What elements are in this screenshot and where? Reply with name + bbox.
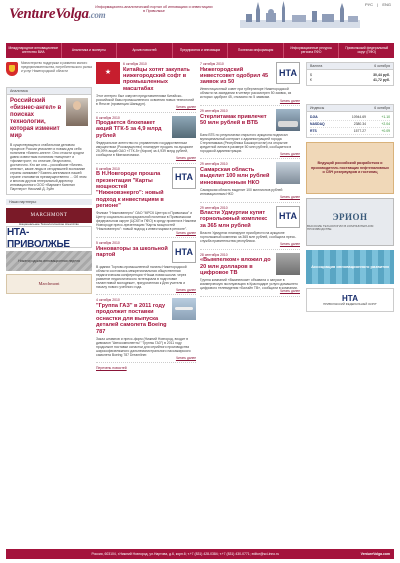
news-item bbox=[200, 162, 300, 202]
index-row bbox=[310, 121, 390, 128]
main-nav bbox=[6, 43, 394, 58]
nta-logo-thumb: НТА bbox=[276, 206, 300, 228]
news-item bbox=[200, 206, 300, 250]
expert-photo bbox=[66, 98, 88, 126]
currency-title: Валюта bbox=[310, 64, 323, 68]
news-body: Заказ штампов и пресс-форм (Нижний Новгород, входит в дивизион "Автокомпоненты" "Группы ГАЗ") в 2011 году продолжит поставки оснастки для серийного производства широкофюзеляжного дальнемагистрального пассажирского самолета Boeing 787 Dreamliner. bbox=[96, 336, 191, 357]
indices-date: 6 октября bbox=[374, 105, 390, 110]
index-name: NASDAQ bbox=[310, 121, 325, 126]
news-item bbox=[96, 62, 196, 113]
news-date: 7 октября 2010 bbox=[200, 62, 224, 66]
index-name: RTS bbox=[310, 128, 317, 133]
news-body: Группа компаний «Вымпелком» объявила о запуске в коммерческую эксплуатацию в Краснодаре услуги домашнего цифрового телевидения «Билайн ТВ», сообщили в компании. bbox=[200, 277, 298, 290]
nav-item-enterprises[interactable]: Предприятия и инновации bbox=[173, 43, 229, 58]
news-headline-link[interactable]: В Н.Новгороде прошла презентация "Карты мощностей "Нижновэнерго": новый подход к инвестициям в регионе" bbox=[96, 171, 164, 210]
site-logo[interactable] bbox=[9, 6, 105, 24]
news-headline-link[interactable]: Инноваторы за школьной партой bbox=[96, 245, 168, 258]
lab-photo-thumb bbox=[276, 162, 300, 184]
ad-banner-erion[interactable] bbox=[306, 198, 394, 246]
index-value: 1577.27 bbox=[353, 128, 366, 133]
euro-icon: € bbox=[310, 78, 312, 83]
nta-logo-thumb: НТА bbox=[172, 167, 196, 189]
erion-logo: ЭРИОН bbox=[332, 212, 368, 223]
read-more-link[interactable]: Читать далее bbox=[96, 106, 196, 112]
news-headline-link[interactable]: Самарская область выделит 100 млн рублей инновационным НКО bbox=[200, 166, 270, 186]
news-body: В здании Торгово-промышленной палаты Нижегородской области состоялась межрегиональная общественная педагогическая конференция «Наша новая школа: через развитие педагогического потенциала в подготовке талантливой молодежи», приуроченная к Дню учителя и началу нового учебного года. bbox=[96, 264, 187, 289]
ministry-text: Министерство поддержки и развития малого предпринимательства, потребительского рынка и услуг Нижегородской области bbox=[21, 61, 92, 73]
read-more-link[interactable]: Читать далее bbox=[96, 157, 196, 163]
news-headline-link[interactable]: Продается блокпакет акций ТГК-5 за 4,9 млрд рублей bbox=[96, 120, 162, 139]
news-item bbox=[96, 167, 196, 238]
read-more-link[interactable]: Читать далее bbox=[96, 357, 196, 363]
logo-suffix: .com bbox=[88, 10, 106, 20]
index-change: +0.09 bbox=[381, 128, 390, 133]
news-body: Власти Удмуртии планируют приобрести на аукционе горнолыжный комплекс за 365 млн рублей, сообщила пресс-служба правительства республики. bbox=[200, 230, 297, 243]
lang-separator: | bbox=[377, 2, 379, 7]
analytics-body: В существующем и стабильном деловом процессе России уникален и новым для себя понятием «бизнес-ангел». Оно отчасти сродни давно известным понятиям «меценат» и «филантроп», но отличие, безусловно, достаточно. Кто же они – российские «бизнес-ангелы», какие люды в сегодняшней экономике страны занимают? Бизнес-ангелами в нашей стране становятся преимущественно ... Об этом и многом другом генеральный директор инновационного ООО «Варминт Капитал Партнерс» Николай Д. Зуйн bbox=[10, 142, 87, 191]
news-body: Федеральное агентство по управлению государственным имуществом (Росимущество) планирует продать на аукционе 25,09% акций ОАО «ТГК-5» (Киров) за 4,939 млрд рублей, сообщили в Минэкономики. bbox=[96, 140, 194, 157]
news-date: 6 октября 2010 bbox=[96, 166, 120, 171]
dollar-icon: $ bbox=[310, 72, 312, 77]
erion-slogan: ВЫСОКИЕ ТЕХНОЛОГИИ В КОМПЬЮТЕРНОМ ПРОИЗВОДСТВЕ bbox=[307, 223, 374, 232]
news-date: 4 октября 2010 bbox=[96, 298, 120, 303]
indices-title: Индексы bbox=[310, 105, 325, 110]
partners-title: Наши партнеры: bbox=[6, 199, 92, 205]
news-column-left bbox=[96, 62, 196, 370]
nta-logo-thumb: НТА bbox=[276, 62, 300, 84]
index-row bbox=[310, 114, 390, 121]
site-tagline: Информационно-аналитический портал об инновациях и инвестициях в Приволжье bbox=[95, 5, 213, 14]
tv-photo-thumb bbox=[276, 253, 300, 275]
indices-widget bbox=[306, 104, 394, 138]
news-body: Инвестиционный совет при губернаторе Нижегородской области на заседании в четверг рассмотрел 50 заявок, из которых одобрил 45, отказано по 5 заявкам. bbox=[200, 87, 292, 100]
read-more-link[interactable]: Читать далее bbox=[200, 100, 300, 106]
innovation-week-banner[interactable]: Нижегородская инновационная неделя bbox=[6, 251, 92, 271]
rate-value: 30,44 руб. bbox=[373, 72, 390, 77]
nav-item-region-resources[interactable]: Информационные ресурсы региона ПФО bbox=[284, 43, 340, 58]
news-date: 29 сентября 2010 bbox=[200, 109, 228, 114]
read-more-link[interactable]: Читать далее bbox=[96, 232, 196, 238]
index-row bbox=[310, 128, 390, 135]
industrial-photo-thumb bbox=[172, 116, 196, 138]
footer-site-name[interactable]: VentureVolga.com bbox=[360, 551, 390, 556]
news-body: Самарская область выделит 100 миллионов рублей инновационным НКО bbox=[200, 187, 283, 196]
news-item bbox=[96, 298, 196, 363]
read-more-link[interactable]: Читать далее bbox=[200, 290, 300, 296]
marchmont-banner-2[interactable]: Marchmont bbox=[6, 274, 92, 294]
coat-of-arms-icon bbox=[6, 62, 18, 76]
news-item bbox=[200, 62, 300, 106]
news-item bbox=[200, 109, 300, 159]
news-item bbox=[96, 116, 196, 164]
read-more-link[interactable]: Читать далее bbox=[200, 243, 300, 249]
nav-item-agency[interactable]: Международное инновационное агентство ВИА bbox=[6, 43, 62, 58]
news-body: Филиал "Нижновэнерго" ОАО "МРСК Центра и Приволжья" и Центр социально-консорциальной политики в Приволжском федеральном округе (ЦСКП в ПФО) в среду провели в Нижнем Новгороде пресс-презентацию "Карты мощностей "Нижновэнерго": новый подход к инвестициям в регионе". bbox=[96, 211, 196, 232]
nta-district-logo: НТА bbox=[342, 293, 358, 303]
currency-widget bbox=[306, 62, 394, 86]
lang-en-link[interactable]: ENG bbox=[382, 2, 391, 7]
news-date: 29 сентября 2010 bbox=[200, 162, 228, 167]
footer-address: Россия, 603104, г.Нижний Новгород, ул.Нартова, д.6, корп.6; т.+7 (831) 428-0384; т.+7 (831) 430-0771; editor@sci-inno.ru bbox=[91, 551, 280, 556]
read-more-link[interactable]: Читать далее bbox=[96, 289, 196, 295]
news-headline-link[interactable]: Власти Удмуртии купят горнолыжный комплекс за 365 млн рублей bbox=[200, 210, 268, 229]
china-flag-thumb: ★ bbox=[96, 62, 120, 84]
currency-date: 6 октября bbox=[374, 64, 390, 68]
index-change: +2.04 bbox=[381, 121, 390, 126]
nav-item-volga-district[interactable]: Приволжский федеральный округ (ПФО) bbox=[345, 45, 389, 54]
logo-text: VentureVolga bbox=[9, 6, 89, 22]
news-item bbox=[200, 253, 300, 297]
lang-ru-link[interactable]: РУС bbox=[365, 2, 374, 7]
nta-volga-banner[interactable] bbox=[6, 222, 92, 250]
ad-banner-association[interactable]: Ассоциация инновационного развития bbox=[306, 250, 394, 284]
news-date: 6 октября 2010 bbox=[123, 62, 147, 66]
header bbox=[0, 0, 400, 43]
nta-district-subtitle: ПРИВОЛЖСКИЙ ФЕДЕРАЛЬНЫЙ ОКРУГ bbox=[323, 301, 377, 306]
right-column bbox=[306, 62, 394, 312]
read-more-link[interactable]: Читать далее bbox=[200, 196, 300, 202]
news-date: 29 сентября 2010 bbox=[200, 205, 228, 210]
nta-logo-thumb: НТА bbox=[172, 241, 196, 263]
news-item bbox=[96, 241, 196, 295]
language-switcher bbox=[362, 3, 391, 8]
index-name: DJIA bbox=[310, 114, 318, 119]
ad-banner-nta-district[interactable] bbox=[306, 288, 394, 312]
nav-item-analytics[interactable]: Аналитика и эксперты bbox=[62, 43, 118, 58]
news-headline-link[interactable]: «Вымпелком» вложил до 20 млн долларов в цифровое ТВ bbox=[200, 257, 271, 276]
news-headline-link[interactable]: Стерлитамак привлечет 50 млн рублей в ВТБ bbox=[200, 113, 267, 127]
news-headline-link[interactable]: Китайцы хотят закупать нижегородский софт в промышленных масштабах bbox=[123, 66, 190, 92]
ad-banner-manufacturer[interactable]: Ведущий российский разработчик и производитель поставщик нефтеналивных и СВЧ резервуаров и гостиниц bbox=[306, 142, 394, 194]
index-value: 10944.69 bbox=[351, 114, 366, 119]
nav-item-news-archive[interactable]: Архив новостей bbox=[117, 43, 173, 58]
analytics-title: Аналитика bbox=[7, 88, 91, 95]
news-date: 6 октября 2010 bbox=[96, 115, 120, 120]
nta-banner-subtitle: Национальное Технологическое Агентство bbox=[19, 222, 79, 227]
read-more-link[interactable]: Читать далее bbox=[200, 153, 300, 159]
rate-value: 41,72 руб. bbox=[373, 78, 390, 83]
news-date: 5 октября 2010 bbox=[96, 241, 120, 246]
index-value: 2380.34 bbox=[353, 121, 366, 126]
marchmont-banner[interactable]: MARCHMONT bbox=[6, 208, 92, 223]
ministry-link[interactable] bbox=[6, 62, 92, 84]
news-headline-link[interactable]: "Группа ГАЗ" в 2011 году продолжит поставки оснастки для выпуска деталей самолета Boeing 787 bbox=[96, 302, 167, 335]
analytics-box bbox=[6, 87, 92, 195]
nav-item-useful-info[interactable]: Полезная информация bbox=[228, 43, 284, 58]
news-headline-link[interactable]: Нижегородский инвестсовет одобрил 45 заявок из 50 bbox=[200, 66, 269, 86]
building-photo-thumb bbox=[276, 109, 300, 131]
news-list-link[interactable]: Перечень новостей bbox=[96, 366, 127, 371]
left-column bbox=[6, 62, 92, 294]
airplane-photo-thumb bbox=[172, 298, 196, 320]
rate-row-eur bbox=[310, 77, 390, 82]
nta-banner-title: НТА-ПРИВОЛЖЬЕ bbox=[7, 226, 70, 250]
analytics-headline-link[interactable]: Российский «бизнес-ангел» в поисках технологии, которая изменит мир bbox=[10, 98, 62, 139]
index-change: +1.10 bbox=[381, 114, 390, 119]
footer bbox=[6, 549, 394, 559]
news-body: Банк ВТБ по результатам открытого аукциона подписал муниципальный контракт с администрацией города Стерлитамака (Республика Башкортостан) на открытие кредитной линии в размере 50 млн рублей, сообщается в городской администрации. bbox=[200, 132, 292, 153]
news-body: Этот интерес был озвучен представителями Китайско-российской базы промышленного освоения новых технологий в Янъгзе (провинция Шаньдун). bbox=[96, 93, 195, 106]
city-skyline-image bbox=[240, 0, 360, 28]
news-date: 28 сентября 2010 bbox=[200, 252, 228, 257]
news-column-right bbox=[200, 62, 300, 300]
